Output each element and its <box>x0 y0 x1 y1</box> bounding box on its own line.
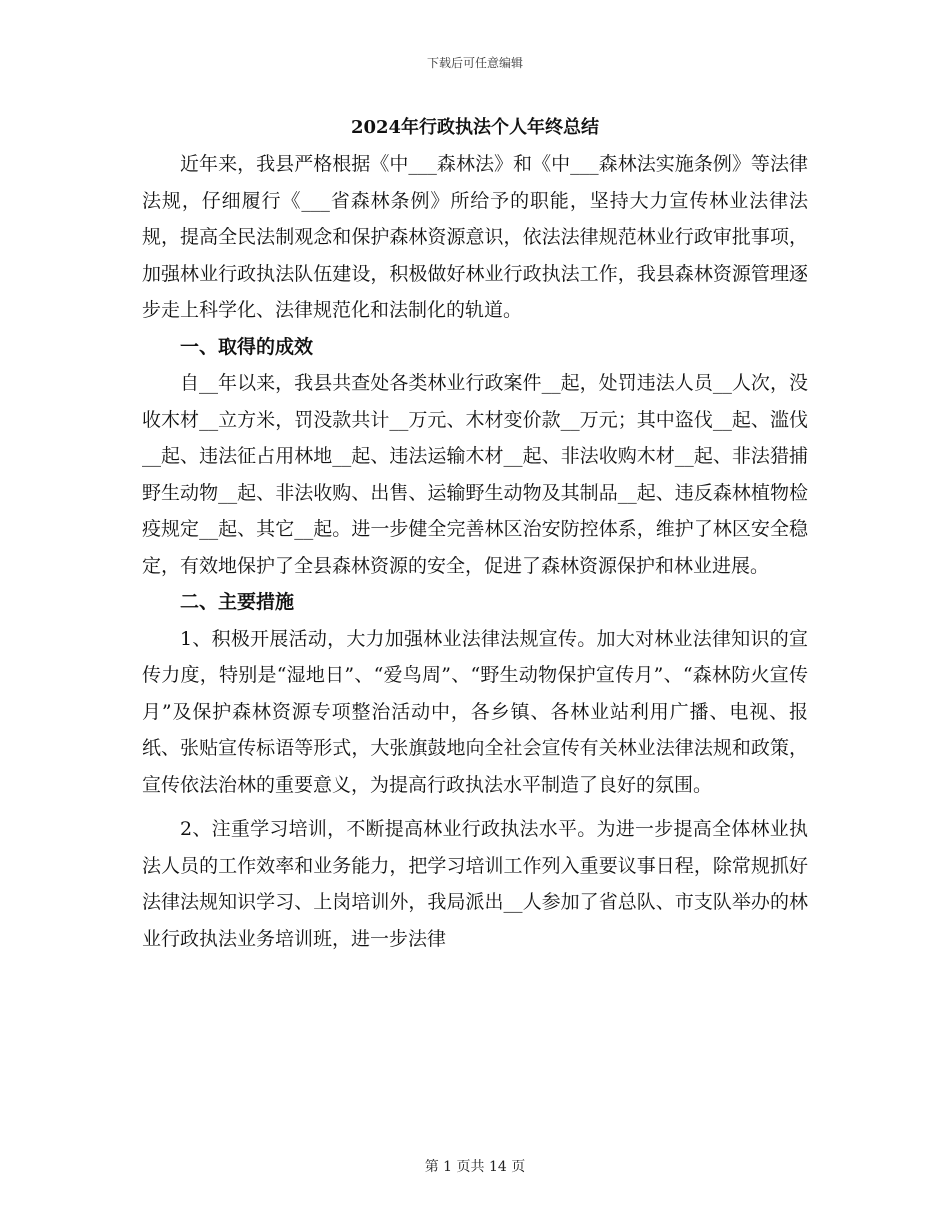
paragraph-gap <box>142 803 808 811</box>
page-number: 第 1 页共 14 页 <box>424 1159 526 1175</box>
measure-item-2: 2、注重学习培训，不断提高林业行政执法水平。为进一步提高全体林业执法人员的工作效率和业务能力，把学习培训工作列入重要议事日程，除常规抓好法律法规知识学习、上岗培训外，我局派出__人参加了省总队、市支队举办的林业行政执法业务培训班，进一步法律 <box>142 818 808 950</box>
intro-paragraph: 近年来，我县严格根据《中___森林法》和《中___森林法实施条例》等法律法规，仔细履行《___省森林条例》所给予的职能，坚持大力宣传林业法律法规，提高全民法制观念和保护森林资源意识，依法法律规范林业行政审批事项，加强林业行政执法队伍建设，积极做好林业行政执法工作，我县森林资源管理逐步走上科学化、法律规范化和法制化的轨道。 <box>142 153 808 321</box>
document-body <box>142 110 808 957</box>
section-heading-measures: 二、主要措施 <box>180 591 295 613</box>
header-note: 下载后可任意编辑 <box>426 56 523 70</box>
measure-item-1: 1、积极开展活动，大力加强林业法律法规宣传。加大对林业法律知识的宣传力度，特别是“湿地日”、“爱鸟周”、“野生动物保护宣传月”、“森林防火宣传月”及保护森林资源专项整治活动中，各乡镇、各林业站利用广播、电视、报纸、张贴宣传标语等形式，大张旗鼓地向全社会宣传有关林业法律法规和政策，宣传依法治林的重要意义，为提高行政执法水平制造了良好的氛围。 <box>142 627 808 796</box>
document-title: 2024年行政执法个人年终总结 <box>350 117 600 138</box>
achievements-paragraph: 自__年以来，我县共查处各类林业行政案件__起，处罚违法人员__人次，没收木材__立方米，罚没款共计__万元、木材变价款__万元；其中盗伐__起、滥伐__起、违法征占用林地__起、违法运输木材__起、非法收购木材__起、非法猎捕野生动物__起、非法收购、出售、运输野生动物及其制品__起、违反森林植物检疫规定__起、其它__起。进一步健全完善林区治安防控体系，维护了林区安全稳定，有效地保护了全县森林资源的安全，促进了森林资源保护和林业进展。 <box>142 372 808 577</box>
section-heading-achievements: 一、取得的成效 <box>180 335 314 358</box>
